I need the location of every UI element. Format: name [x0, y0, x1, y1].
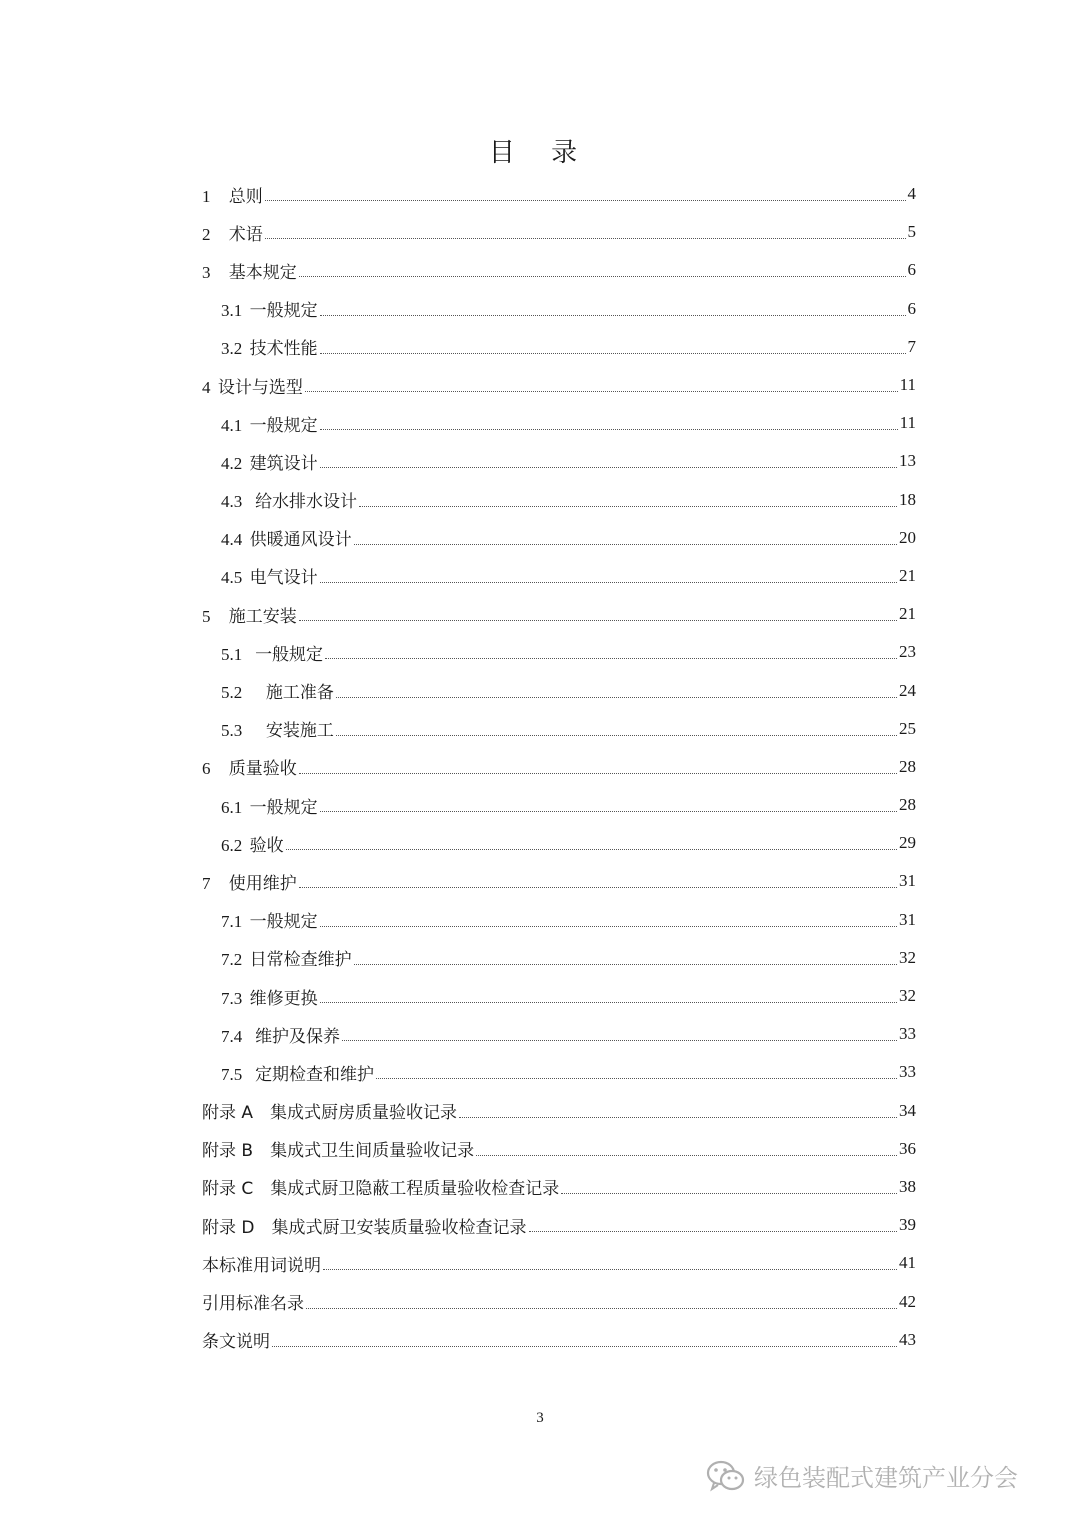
toc-entry[interactable] [202, 1015, 916, 1053]
toc-entry-label [202, 373, 303, 398]
toc-entry-text: 供暖通风设计 [249, 530, 352, 551]
toc-entry-gap [244, 683, 266, 703]
toc-entry-label [221, 945, 352, 970]
toc-entry-gap [213, 759, 229, 779]
toc-entry-label [221, 1022, 340, 1047]
toc-entry-label [202, 754, 297, 779]
toc-entry-page: 24 [899, 680, 916, 700]
toc-entry[interactable] [202, 1282, 916, 1320]
toc-entry-label [202, 1213, 527, 1238]
toc-entry[interactable] [202, 1130, 916, 1168]
toc-entry[interactable] [202, 862, 916, 900]
toc-entry-number: 4.3 [221, 492, 243, 512]
toc-entry-page: 41 [899, 1253, 916, 1273]
toc-entry[interactable] [202, 595, 916, 633]
toc-leader-dots [320, 428, 898, 430]
toc-entry-label [221, 334, 318, 359]
toc-entry[interactable] [202, 977, 916, 1015]
toc-leader-dots [320, 1001, 897, 1003]
toc-leader-dots [299, 886, 897, 888]
toc-entry-text: 附录 B 集成式卫生间质量验收记录 [202, 1141, 475, 1162]
toc-leader-dots [272, 1345, 897, 1347]
toc-entry-number: 7.1 [221, 912, 243, 932]
toc-entry-text: 定期检查和维护 [255, 1064, 375, 1085]
toc-entry[interactable] [202, 557, 916, 595]
toc-entry-label [202, 1289, 304, 1314]
toc-entry-page: 32 [899, 986, 916, 1006]
toc-leader-dots [354, 963, 897, 965]
toc-entry-text: 总则 [228, 186, 263, 207]
toc-entry[interactable] [202, 175, 916, 213]
toc-entry-number: 7.4 [221, 1026, 243, 1046]
toc-leader-dots [320, 925, 897, 927]
toc-leader-dots [529, 1230, 898, 1232]
toc-entry[interactable] [202, 366, 916, 404]
toc-leader-dots [336, 734, 897, 736]
toc-entry-text: 引用标准名录 [202, 1294, 304, 1315]
toc-entry-text: 电气设计 [249, 568, 318, 589]
toc-leader-dots [299, 275, 906, 277]
toc-leader-dots [299, 772, 897, 774]
toc-entry-text: 施工安装 [228, 606, 297, 627]
toc-entry-page: 4 [907, 184, 916, 204]
toc-leader-dots [265, 199, 906, 201]
toc-entry-number: 6.1 [221, 797, 243, 817]
toc-entry[interactable] [202, 1168, 916, 1206]
toc-entry-page: 28 [899, 795, 916, 815]
page-title: 目 录 [488, 138, 592, 168]
toc-entry[interactable] [202, 251, 916, 289]
toc-entry-page: 33 [899, 1024, 916, 1044]
toc-entry-text: 给水排水设计 [255, 492, 358, 513]
table-of-contents [202, 175, 916, 1359]
toc-entry-gap [244, 721, 266, 741]
toc-entry-text: 一般规定 [255, 644, 324, 665]
toc-entry-number: 6 [202, 759, 211, 779]
toc-entry-label [221, 640, 323, 665]
toc-entry[interactable] [202, 748, 916, 786]
toc-entry[interactable] [202, 442, 916, 480]
toc-leader-dots [320, 314, 906, 316]
toc-entry-label [221, 1060, 374, 1085]
toc-entry-page: 23 [899, 642, 916, 662]
toc-entry-label [202, 1098, 457, 1123]
toc-entry-page: 21 [899, 604, 916, 624]
toc-entry-label [221, 678, 334, 703]
toc-leader-dots [336, 696, 897, 698]
toc-entry-label [202, 1136, 474, 1161]
toc-entry-label [221, 411, 318, 436]
watermark [706, 1458, 1018, 1493]
toc-entry-number: 6.2 [221, 835, 243, 855]
toc-entry-page: 13 [899, 451, 916, 471]
toc-leader-dots [561, 1192, 897, 1194]
toc-entry-text: 使用维护 [228, 873, 297, 894]
toc-entry[interactable] [202, 1206, 916, 1244]
toc-entry-page: 25 [899, 718, 916, 738]
toc-entry-page: 31 [899, 909, 916, 929]
toc-entry-text: 条文说明 [202, 1332, 270, 1353]
toc-entry[interactable] [202, 824, 916, 862]
toc-entry[interactable] [202, 710, 916, 748]
toc-entry-text: 维修更换 [249, 988, 318, 1009]
toc-leader-dots [265, 237, 906, 239]
toc-entry[interactable] [202, 213, 916, 251]
toc-entry-page: 43 [899, 1329, 916, 1349]
toc-entry-text: 建筑设计 [249, 453, 318, 474]
toc-entry[interactable] [202, 786, 916, 824]
toc-entry-label [221, 831, 284, 856]
toc-entry-text: 验收 [249, 835, 284, 856]
toc-entry-number: 7 [202, 873, 211, 893]
toc-entry-number: 1 [202, 186, 211, 206]
toc-entry-label [221, 907, 318, 932]
toc-entry-number: 3.2 [221, 339, 243, 359]
toc-entry-label [221, 525, 352, 550]
toc-leader-dots [376, 1077, 897, 1079]
toc-entry-gap [213, 225, 229, 245]
toc-entry-text: 日常检查维护 [249, 950, 352, 971]
toc-entry-page: 20 [899, 527, 916, 547]
toc-entry-gap [244, 1065, 255, 1085]
toc-entry[interactable] [202, 901, 916, 939]
toc-entry-text: 安装施工 [265, 721, 334, 742]
toc-entry-text: 基本规定 [228, 262, 297, 283]
toc-entry-page: 36 [899, 1138, 916, 1158]
toc-leader-dots [354, 543, 897, 545]
toc-entry-label [221, 449, 318, 474]
toc-entry-number: 7.3 [221, 988, 243, 1008]
toc-entry-page: 39 [899, 1215, 916, 1235]
toc-entry-text: 本标准用词说明 [202, 1255, 321, 1276]
toc-entry-gap [213, 187, 229, 207]
toc-leader-dots [320, 581, 897, 583]
toc-entry-number: 3.1 [221, 301, 243, 321]
toc-entry-text: 附录 A 集成式厨房质量验收记录 [202, 1103, 458, 1124]
toc-leader-dots [320, 352, 906, 354]
toc-entry-page: 6 [907, 260, 916, 280]
toc-entry-number: 7.5 [221, 1064, 243, 1084]
toc-entry-text: 附录 D 集成式厨卫安装质量验收检查记录 [202, 1217, 527, 1238]
toc-entry-text: 维护及保养 [255, 1026, 341, 1047]
toc-entry-label [202, 602, 297, 627]
toc-entry-label [221, 984, 318, 1009]
toc-entry-text: 施工准备 [265, 683, 334, 704]
toc-entry-text: 一般规定 [249, 797, 318, 818]
toc-entry-number: 4.1 [221, 415, 243, 435]
toc-leader-dots [459, 1116, 897, 1118]
toc-entry[interactable] [202, 328, 916, 366]
toc-entry[interactable] [202, 939, 916, 977]
toc-entry-page: 7 [907, 336, 916, 356]
toc-leader-dots [306, 1307, 897, 1309]
toc-entry-gap [213, 874, 229, 894]
toc-entry-number: 7.2 [221, 950, 243, 970]
toc-entry-number: 3 [202, 262, 211, 282]
watermark-text: 绿色装配式建筑产业分会 [754, 1464, 1018, 1492]
toc-entry[interactable] [202, 404, 916, 442]
toc-entry-gap [244, 1027, 255, 1047]
toc-leader-dots [286, 848, 897, 850]
toc-entry-page: 32 [899, 947, 916, 967]
toc-entry-gap [213, 607, 229, 627]
toc-entry[interactable] [202, 519, 916, 557]
toc-leader-dots [320, 810, 897, 812]
toc-entry-page: 42 [899, 1291, 916, 1311]
toc-entry-label [202, 869, 297, 894]
toc-entry-page: 5 [907, 222, 916, 242]
toc-entry-number: 5.1 [221, 644, 243, 664]
toc-entry-number: 4 [202, 377, 211, 397]
toc-entry-page: 28 [899, 756, 916, 776]
toc-leader-dots [342, 1039, 897, 1041]
toc-entry[interactable] [202, 1092, 916, 1130]
toc-entry-label [221, 716, 334, 741]
toc-entry-page: 38 [899, 1176, 916, 1196]
toc-entry-label [202, 182, 263, 207]
toc-entry-label [202, 1327, 270, 1352]
toc-leader-dots [359, 505, 897, 507]
page-number: 3 [536, 1410, 544, 1426]
toc-entry-number: 4.2 [221, 453, 243, 473]
toc-entry-number: 5 [202, 606, 211, 626]
toc-entry-number: 2 [202, 224, 211, 244]
toc-entry-page: 34 [899, 1100, 916, 1120]
toc-leader-dots [320, 466, 897, 468]
toc-entry-gap [244, 492, 255, 512]
toc-entry-text: 技术性能 [249, 339, 318, 360]
toc-entry[interactable] [202, 633, 916, 671]
toc-entry-text: 设计与选型 [217, 377, 303, 398]
toc-entry-label [221, 793, 318, 818]
toc-entry[interactable] [202, 671, 916, 709]
toc-entry-label [202, 220, 263, 245]
toc-entry[interactable] [202, 290, 916, 328]
toc-entry-page: 21 [899, 565, 916, 585]
toc-entry-page: 18 [899, 489, 916, 509]
toc-entry-number: 4.4 [221, 530, 243, 550]
toc-entry-page: 6 [907, 298, 916, 318]
toc-entry-gap [213, 263, 229, 283]
toc-entry-text: 一般规定 [249, 301, 318, 322]
toc-entry[interactable] [202, 1053, 916, 1091]
toc-entry-text: 附录 C 集成式厨卫隐蔽工程质量验收检查记录 [202, 1179, 560, 1200]
toc-entry-page: 11 [899, 413, 916, 433]
toc-entry-page: 31 [899, 871, 916, 891]
toc-leader-dots [305, 390, 898, 392]
toc-entry[interactable] [202, 1321, 916, 1359]
toc-entry-label [202, 1174, 559, 1199]
toc-entry-text: 一般规定 [249, 912, 318, 933]
wechat-icon [706, 1459, 746, 1493]
toc-entry-text: 术语 [228, 224, 263, 245]
toc-entry-gap [244, 645, 255, 665]
toc-entry-label [221, 487, 357, 512]
toc-entry-label [221, 296, 318, 321]
toc-entry-label [202, 1251, 321, 1276]
toc-entry-page: 29 [899, 833, 916, 853]
toc-leader-dots [299, 619, 897, 621]
toc-leader-dots [325, 657, 897, 659]
toc-entry[interactable] [202, 1244, 916, 1282]
toc-entry-label [202, 258, 297, 283]
toc-entry-text: 一般规定 [249, 415, 318, 436]
toc-leader-dots [476, 1154, 897, 1156]
toc-entry-number: 5.2 [221, 683, 243, 703]
toc-entry-page: 33 [899, 1062, 916, 1082]
toc-entry-number: 5.3 [221, 721, 243, 741]
toc-entry-label [221, 563, 318, 588]
toc-entry-number: 4.5 [221, 568, 243, 588]
toc-entry-page: 11 [899, 375, 916, 395]
toc-entry-text: 质量验收 [228, 759, 297, 780]
toc-entry[interactable] [202, 481, 916, 519]
toc-leader-dots [323, 1268, 897, 1270]
